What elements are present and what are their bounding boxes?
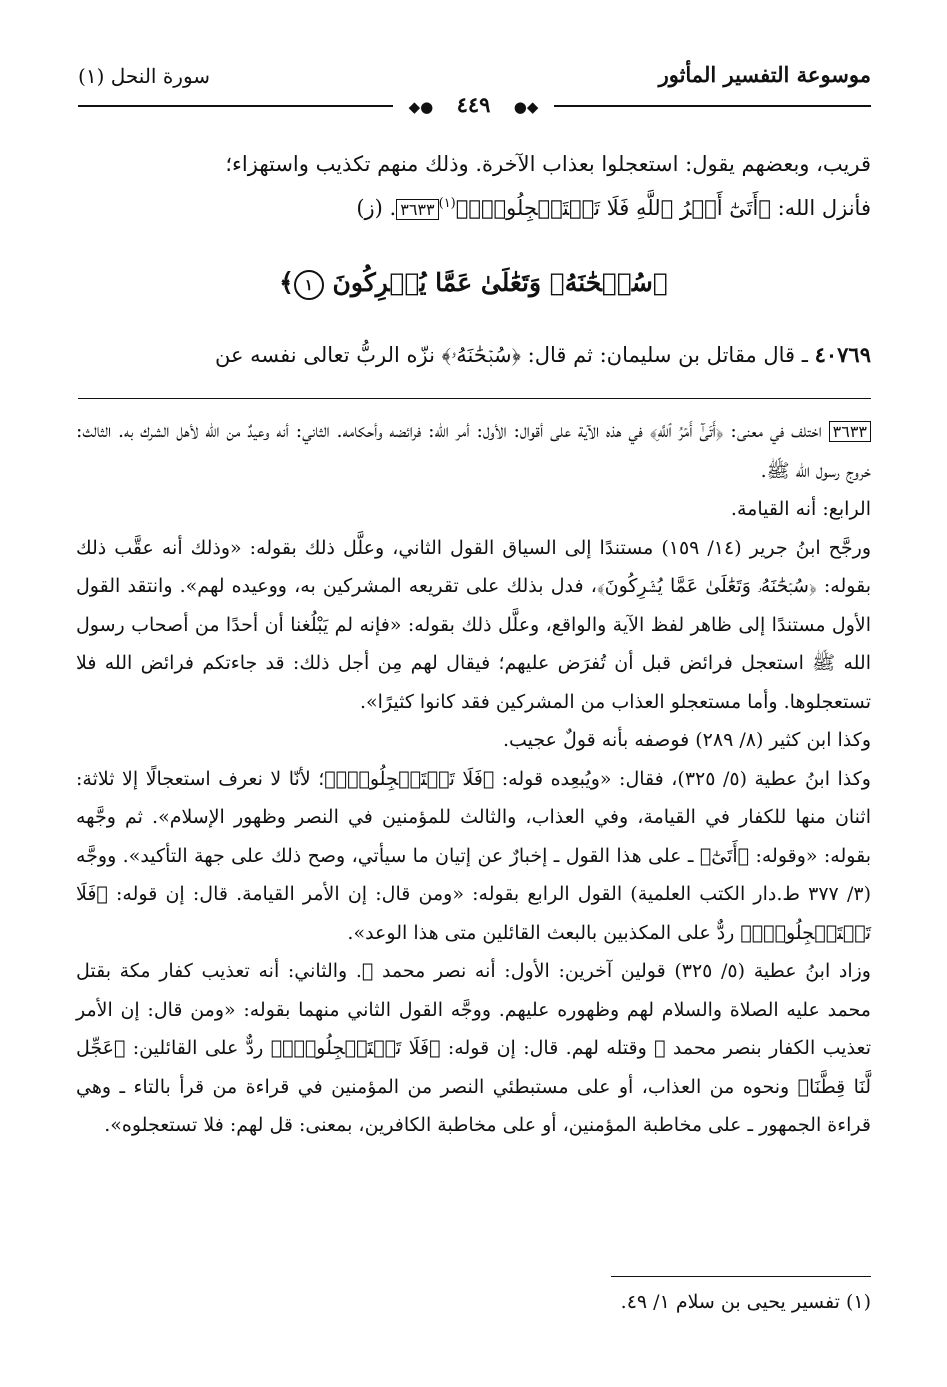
scholarly-notes	[76, 412, 871, 1145]
note-ref-box: ٣٦٣٣	[396, 199, 438, 220]
note-paragraph: ٣٦٣٣ اختلف في معنى: ﴿أَتَىٰٓ أَمۡرُ ٱللَّهِ﴾ في هذه الآية على أقوال: الأول: أمر الله: فرائضه وأحكامه. الثاني: أنه وعيدٌ من الله لأهل الشرك به. الثالث: خروج رسول الله ﷺ.	[76, 420, 871, 482]
note-paragraph: الرابع: أنه القيامة.	[730, 498, 871, 520]
note-paragraph: وزاد ابنُ عطية (٥/ ٣٢٥) قولين آخرين: الأول: أنه نصر محمد ﷺ. والثاني: أنه تعذيب كفار مكة بقتل محمد عليه الصلاة والسلام لهم وظهوره عليهم. ووجَّه القول الثاني منهما بقوله: «ومن قال: إن الأمر تعذيب الكفار بنصر محمد ﷺ وقتله لهم. قال: إن قوله: ﴿فَلَا تَسۡتَعۡجِلُوهُۚ﴾ ردٌّ على القائلين: ﴿عَجِّل لَّنَا قِطَّنَا﴾ ونحوه من العذاب، أو على مستبطئي النصر من المؤمنين في قراءة من قرأ بالتاء ـ وهي قراءة الجمهور ـ على مخاطبة المؤمنين، أو على مخاطبة الكافرين، بمعنى: قل لهم: فلا تستعجلوه».	[76, 960, 871, 1136]
note-paragraph: وكذا ابنُ عطية (٥/ ٣٢٥)، فقال: «ويُبعِده قوله: ﴿فَلَا تَسۡتَعۡجِلُوهُۚ﴾؛ لأنّا لا نعرف استعجالًا إلا ثلاثة: اثنان منها للكفار في القيامة، وفي العذاب، والثالث للمؤمنين في النصر وظهور الإسلام». ثم وجَّهه بقوله: «وقوله: ﴿أَتَىٰٓ﴾ ـ على هذا القول ـ إخبارٌ عن إتيان ما سيأتي، وصح ذلك على جهة التأكيد». ووجَّه (٣/ ٣٧٧ ط.دار الكتب العلمية) القول الرابع بقوله: «ومن قال: إن الأمر القيامة. قال: إن قوله: ﴿فَلَا تَسۡتَعۡجِلُوهُۚ﴾ ردٌّ على المكذبين بالبعث القائلين متى هذا الوعد».	[76, 767, 871, 944]
page-number: ٤٤٩	[449, 92, 499, 117]
entry-40769	[76, 335, 871, 375]
intro-text	[76, 144, 871, 230]
note-ref-box: ٣٦٣٣	[829, 421, 871, 442]
ayah-number: ١	[294, 270, 324, 300]
footnote: (١) تفسير يحيى بن سلام ١/ ٤٩.	[620, 1291, 871, 1313]
notes-separator	[78, 398, 871, 399]
ornament-icon: ◆●	[506, 98, 547, 116]
entry-number: ٤٠٧٦٩	[814, 342, 871, 367]
note-paragraph: وكذا ابن كثير (٨/ ٢٨٩) فوصفه بأنه قولٌ عجيب.	[502, 729, 871, 751]
entry-text: ـ قال مقاتل بن سليمان: ثم قال: ﴿سُبۡحَٰنَهُۥ﴾ نزّه الربُّ تعالى نفسه عن	[214, 343, 808, 367]
page-number-wrap	[0, 92, 947, 117]
book-title: موسوعة التفسير المأثور	[658, 62, 871, 87]
footnote-rule	[611, 1276, 871, 1277]
intro-line-2: فأنزل الله: ﴿أَتَىٰٓ أَمۡرُ ٱللَّهِ فَلَا تَسۡتَعۡجِلُوهُۚ﴾$^{(١)}$٣٦٣٣. (ز)	[356, 196, 871, 220]
intro-line-1: قريب، وبعضهم يقول: استعجلوا بعذاب الآخرة. وذلك منهم تكذيب واستهزاء؛	[225, 152, 871, 176]
note-paragraph: ورجَّح ابنُ جرير (١٤/ ١٥٩) مستندًا إلى السياق القول الثاني، وعلَّل ذلك بقوله: «وذلك أنه عقَّب ذلك بقوله: ﴿سُبۡحَٰنَهُۥ وَتَعَٰلَىٰ عَمَّا يُشۡرِكُونَ﴾، فدل بذلك على تقريعه المشركين به، ووعيده لهم». وانتقد القول الأول مستندًا إلى ظاهر لفظ الآية والواقع، وعلَّل ذلك بقوله: «فإنه لم يَبْلُغنا أن أحدًا من أصحاب رسول الله ﷺ استعجل فرائض قبل أن تُفرَض عليهم؛ فيقال لهم مِن أجل ذلك: قد جاءتكم فرائض الله فلا تستعجلوها. وأما مستعجلو العذاب من المشركين فقد كانوا كثيرًا».	[76, 536, 872, 713]
ayah-heading: ﴿سُبۡحَٰنَهُۥ وَتَعَٰلَىٰ عَمَّا يُشۡرِكُونَ ١﴾	[0, 268, 947, 300]
surah-label: سورة النحل (١)	[78, 64, 211, 88]
footnote-marker: (١)	[438, 196, 456, 211]
ornament-icon: ●◆	[401, 98, 442, 116]
